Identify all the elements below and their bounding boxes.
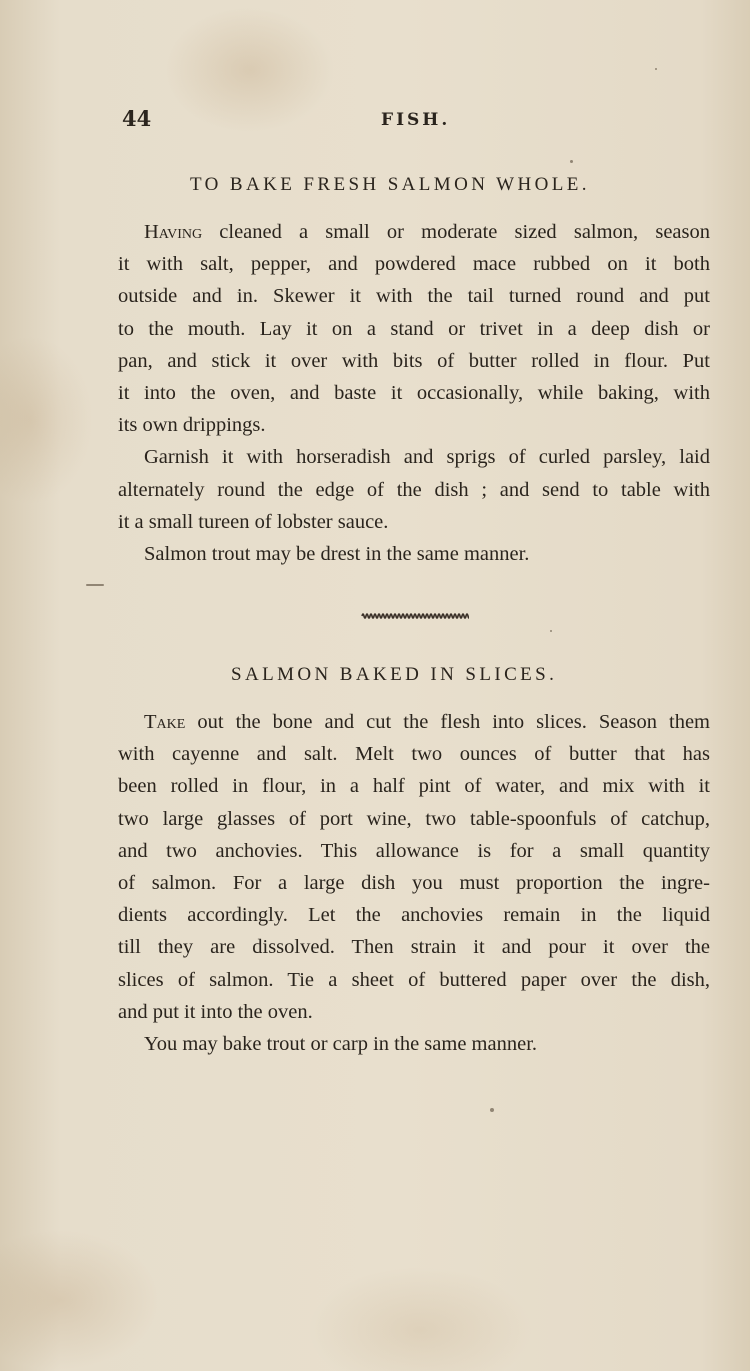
text-line: of salmon. For a large dish you must proportion the ingre- (118, 871, 710, 894)
text-line: dients accordingly. Let the anchovies remain in the liquid (118, 904, 710, 927)
section-heading-salmon-slices: SALMON BAKED IN SLICES. (231, 664, 558, 685)
paper-speck (655, 68, 657, 70)
line-text: cleaned a small or moderate sized salmon, season (202, 221, 710, 243)
text-line (118, 216, 710, 248)
paper-speck (86, 584, 104, 586)
text-line: its own drippings. (118, 414, 266, 437)
section-heading-bake-salmon-whole: TO BAKE FRESH SALMON WHOLE. (190, 174, 590, 195)
lead-word: Take (144, 711, 186, 733)
text-line: to the mouth. Lay it on a stand or trivet in a deep dish or (118, 317, 710, 340)
text-line: it into the oven, and baste it occasionally, while baking, with (118, 381, 710, 404)
text-line: it a small tureen of lobster sauce. (118, 510, 389, 533)
text-line: alternately round the edge of the dish ; and send to table with (118, 478, 710, 501)
text-line: it with salt, pepper, and powdered mace rubbed on it both (118, 253, 710, 276)
recipe-text-bake-salmon-whole (118, 216, 710, 570)
page-number: 44 (122, 106, 152, 131)
running-title: FISH. (381, 110, 451, 130)
paper-speck (490, 1108, 494, 1112)
text-line (118, 706, 710, 738)
lead-word: Having (144, 221, 203, 243)
text-line: outside and in. Skewer it with the tail turned round and put (118, 285, 710, 308)
text-line: two large glasses of port wine, two table-spoonfuls of catchup, (118, 807, 710, 830)
text-line: You may bake trout or carp in the same manner. (144, 1032, 538, 1055)
wavy-rule-icon (361, 611, 469, 621)
recipe-text-salmon-slices (118, 706, 710, 1060)
text-line: Garnish it with horseradish and sprigs of curled parsley, laid (144, 446, 710, 469)
running-head (118, 106, 451, 136)
text-line: and two anchovies. This allowance is for a small quantity (118, 839, 710, 862)
text-line: slices of salmon. Tie a sheet of buttered paper over the dish, (118, 968, 710, 991)
text-line: and put it into the oven. (118, 1000, 313, 1023)
text-line: till they are dissolved. Then strain it and pour it over the (118, 936, 710, 959)
text-line: with cayenne and salt. Melt two ounces of butter that has (118, 743, 710, 766)
paper-speck (570, 160, 573, 163)
line-text: out the bone and cut the flesh into slices. Season them (185, 711, 710, 733)
text-line: been rolled in flour, in a half pint of water, and mix with it (118, 775, 710, 798)
paper-speck (550, 630, 552, 632)
text-line: Salmon trout may be drest in the same manner. (144, 542, 530, 565)
text-line: pan, and stick it over with bits of butter rolled in flour. Put (118, 349, 710, 372)
